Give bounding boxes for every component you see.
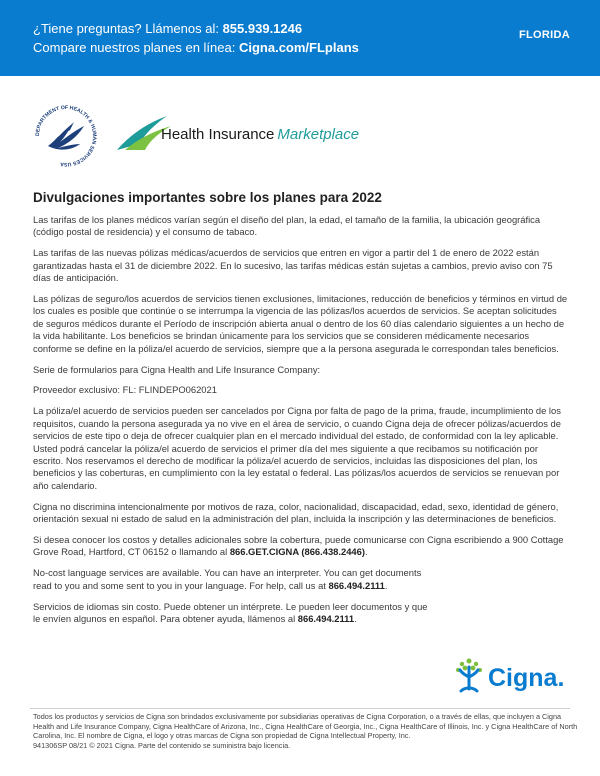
paragraph-spanish-notice: Servicios de idiomas sin costo. Puede obtener un intérprete. Le pueden leer documentos y que le envíen algunos en español. Para obtener ayuda, llámenos al 866.494.2111. [33, 600, 428, 625]
paragraph-guarantee: Las tarifas de las nuevas pólizas médicas/acuerdos de servicios que entren en vigor a partir del 1 de enero de 2022 están garantizadas hasta el 31 de diciembre 2022. En lo sucesivo, las tarifas médicas están sujetas a cambios, previo aviso con 75 días de anticipación. [33, 247, 553, 284]
cigna-phone[interactable]: 866.GET.CIGNA (866.438.2446) [229, 546, 365, 558]
footer-divider [30, 708, 570, 709]
paragraph-cancellation: La póliza/el acuerdo de servicios pueden ser cancelados por Cigna por falta de pago de la prima, fraude, incumplimiento de los requisitos, cuando la persona asegurada ya no vive en el área de servicio, o cuando Cigna deja de ofrecer pólizas/acuerdos de servicios de este tipo o deja de ofrecer cualquier plan en el mercado individual del estado, de conformidad con la ley aplicable. Usted podrá cancelar la póliza/el acuerdo de servicios el primer día del mes siguiente a que recibamos su notificación por escrito. Nos reservamos el derecho de modificar la póliza/el acuerdo de servicios, incluidas las disposiciones del plan, los beneficios y las coberturas, en cumplimiento con la ley estatal o federal. Las pólizas/los acuerdos de servicios se renuevan por año calendario. [33, 405, 561, 491]
cigna-logo [455, 655, 575, 697]
website-line: Compare nuestros planes en línea: Cigna.com/FLplans [33, 40, 359, 55]
phone-line: ¿Tiene preguntas? Llámenos al: 855.939.1246 [33, 21, 303, 36]
paragraph-costs: Si desea conocer los costos y detalles adicionales sobre la cobertura, puede comunicarse con Cigna escribiendo a 900 Cottage Grove Road, Hartford, CT 06152 o llamando al 866.GET.CIGNA (866.438.2446). [33, 534, 564, 558]
footer [33, 712, 578, 750]
paragraph-rates: Las tarifas de los planes médicos varían según el diseño del plan, la edad, el tamaño de la familia, la ubicación geográfica (código postal de residencia) y el consumo de tabaco. [33, 214, 541, 238]
header-banner [0, 0, 600, 76]
footer-form-number: 941306SP 08/21 © 2021 Cigna. Parte del contenido se suministra bajo licencia. [33, 740, 291, 750]
state-label: FLORIDA [519, 29, 570, 41]
footer-legal: Todos los productos y servicios de Cigna son brindados exclusivamente por subsidiarias operativas de Cigna Corporation, o a través de ellas, que incluyen a Cigna Health and Life Insurance Company, Cigna HealthCare of Arizona, Inc., Cigna HealthCare of Georgia, Inc., Cigna HealthCare of Illinois, Inc. y Cigna HealthCare of North Carolina, Inc. El nombre de Cigna, el logo y otras marcas de Cigna son propiedad de Cigna Intellectual Property, Inc. [33, 712, 578, 741]
paragraph-provider: Proveedor exclusivo: FL: FLINDEPO062021 [33, 384, 217, 396]
website-link[interactable]: Cigna.com/FLplans [238, 40, 359, 55]
disclosure-body [33, 214, 569, 634]
language-phone-es[interactable]: 866.494.2111 [297, 613, 355, 625]
paragraph-exclusions: Las pólizas de seguro/los acuerdos de servicios tienen exclusiones, limitaciones, reducción de beneficios y términos en virtud de los cuales es posible que continúe o se interrumpa la vigencia de las pólizas/los acuerdos de servicios. Se aceptan solicitudes de seguros médicos durante el Período de inscripción abierta anual o dentro de los 60 días calendario siguientes a un hecho de la vida habilitante. Los beneficios se brindan únicamente para los servicios que se consideren médicamente necesarios conforme se define en la póliza/el acuerdo de servicios, siempre que a la persona asegurada le correspondan tales beneficios. [33, 293, 568, 354]
svg-text:DEPARTMENT OF HEALTH & HUMAN S: DEPARTMENT OF HEALTH & HUMAN SERVICES USA [34, 104, 98, 168]
health-insurance-marketplace-logo [115, 114, 365, 152]
language-phone-en[interactable]: 866.494.2111 [328, 579, 385, 591]
paragraph-form-series: Serie de formularios para Cigna Health and Life Insurance Company: [33, 363, 321, 375]
svg-text:Health InsuranceMarketplace: Health Insurance Marketplace [161, 126, 360, 143]
paragraph-english-notice: No-cost language services are available. You can have an interpreter. You can get documents read to you and some sent to you in your language. For help, call us at 866.494.2111. [33, 567, 422, 591]
hhs-seal-logo [30, 100, 102, 172]
paragraph-nondiscrimination: Cigna no discrimina intencionalmente por motivos de raza, color, nacionalidad, discapacidad, edad, sexo, identidad de género, orientación sexual ni estado de salud en la administración del plan, incluida la inscripción y las determinaciones de beneficios. [33, 500, 559, 525]
svg-text:Cigna.: Cigna. [488, 664, 565, 692]
page-title: Divulgaciones importantes sobre los planes para 2022 [33, 190, 382, 205]
phone-number[interactable]: 855.939.1246 [222, 21, 303, 36]
